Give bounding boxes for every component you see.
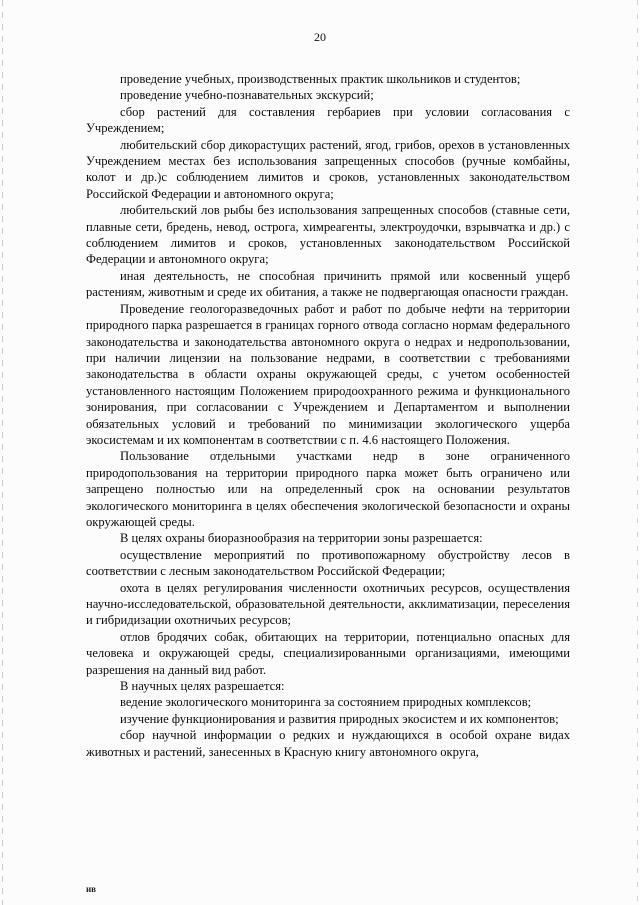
paragraph: любительский лов рыбы без использования запрещенных способов (ставные сети, плавные сети, бредень, невод, острога, химреагенты, электроудочки, взрывчатка и др.) с соблюдением лимитов и сроков, установленных законодательством Российской Федерации и автономного округа; (86, 203, 570, 267)
scan-edge-left (2, 0, 3, 905)
paragraph: проведение учебно-познавательных экскурсий; (120, 88, 374, 103)
paragraph: отлов бродячих собак, обитающих на территории, потенциально опасных для человека и окружающей среды, специализированными организациями, имеющими разрешения на данный вид работ. (86, 629, 570, 677)
paragraph: В научных целях разрешается: (120, 679, 285, 694)
document-body (86, 71, 570, 760)
paragraph: осуществление мероприятий по противопожарному обустройству лесов в соответствии с лесным законодательством Российской Федерации; (86, 547, 570, 579)
paragraph: проведение учебных, производственных практик школьников и студентов; (120, 72, 521, 86)
scan-edge-right (637, 0, 638, 905)
paragraph: ведение экологического мониторинга за состоянием природных комплексов; (120, 695, 532, 710)
paragraph: изучение функционирования и развития природных экосистем и их компонентов; (120, 711, 559, 726)
paragraph: Проведение геологоразведочных работ и работ по добыче нефти на территории природного парка разрешается в границах горного отвода согласно нормам федерального законодательства и законодательства автономного округа о недрах и недропользовании, при наличии лицензии на пользование недрами, в соответствии с требованиями законодательства в области охраны окружающей среды, с учетом особенностей установленного настоящим Положением природоохранного режима и функционального зонирования, при согласовании с Учреждением и Департаментом и выполнении обязательных условий и требований по минимизации экологического ущерба экосистемам и их компонентам в соответствии с п. 4.6 настоящего Положения. (86, 301, 570, 447)
paragraph: любительский сбор дикорастущих растений, ягод, грибов, орехов в установленных Учреждением местах без использования запрещенных способов (ручные комбайны, колот и др.)с соблюдением лимитов и сроков, установленных законодательством Российской Федерации и автономного округа; (86, 137, 570, 201)
footer-mark: ив (86, 884, 97, 894)
paragraph: Пользование отдельными участками недр в зоне ограниченного природопользования на территории природного парка может быть ограничено или запрещено полностью или на определенный срок на основании результатов экологического мониторинга в целях обеспечения экологической безопасности и охраны окружающей среды. (86, 449, 570, 529)
paragraph: сбор растений для составления гербариев при условии согласования с Учреждением; (86, 104, 570, 136)
paragraph: В целях охраны биоразнообразия на территории зоны разрешается: (120, 531, 483, 546)
paragraph: иная деятельность, не способная причинить прямой или косвенный ущерб растениям, животным и среде их обитания, а также не подвергающая опасности граждан. (86, 268, 570, 300)
paragraph: сбор научной информации о редких и нуждающихся в особой охране видах животных и растений, занесенных в Красную книгу автономного округа, (86, 728, 570, 759)
paragraph: охота в целях регулирования численности охотничьих ресурсов, осуществления научно-исследовательской, образовательной деятельности, акклиматизации, переселения и гибридизации охотничьих ресурсов; (86, 580, 570, 628)
page-number: 20 (314, 30, 326, 44)
